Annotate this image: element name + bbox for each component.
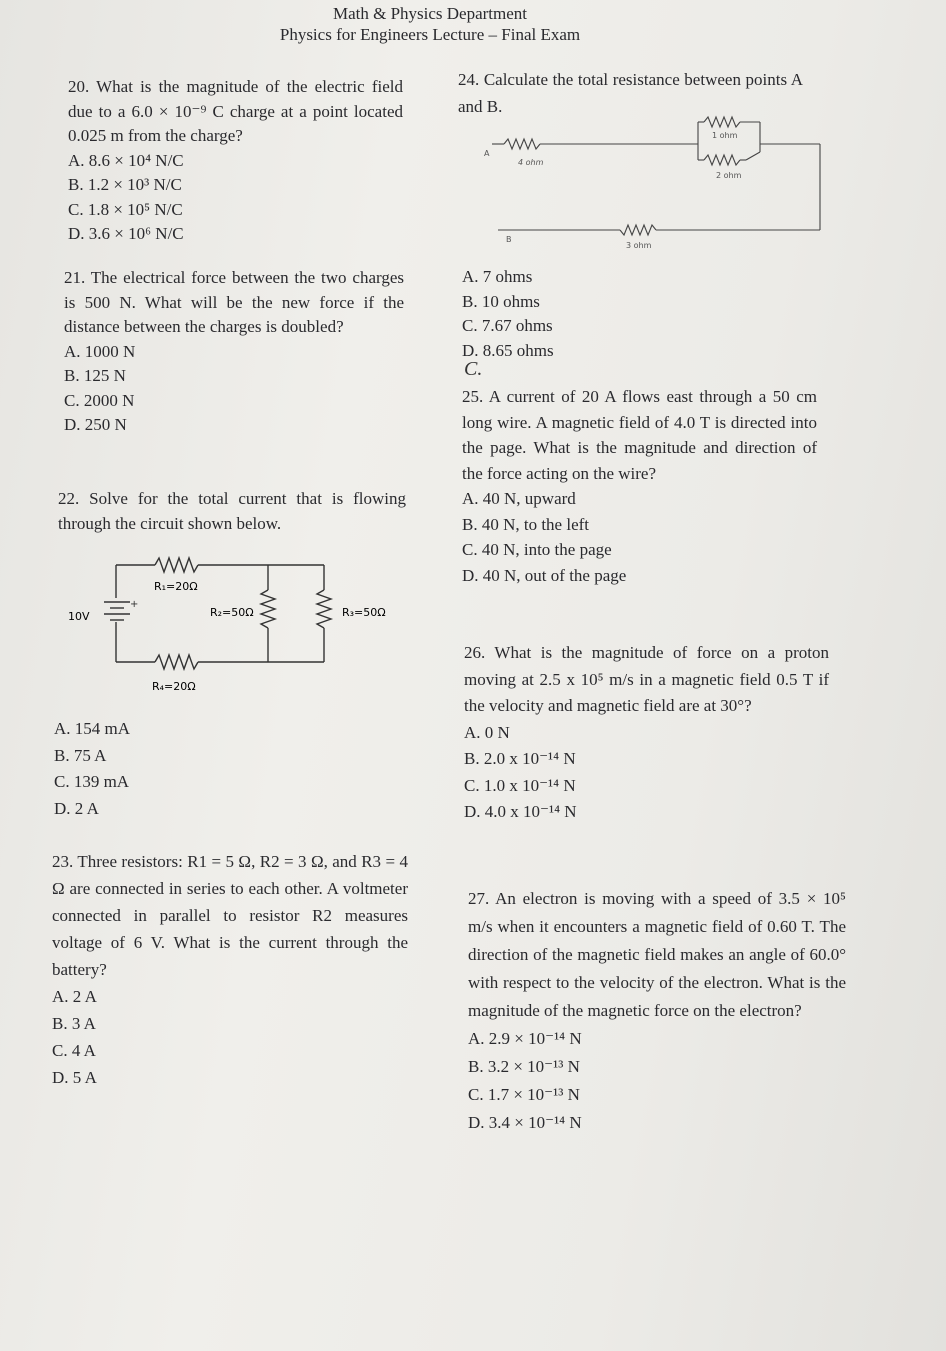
option: A. 2.9 × 10⁻¹⁴ N — [468, 1029, 582, 1048]
option: C. 1.7 × 10⁻¹³ N — [468, 1085, 580, 1104]
option: B. 10 ohms — [462, 291, 540, 311]
resistor-4-ohm-label: 4 ohm — [518, 158, 544, 167]
option: C. 2000 N — [64, 390, 135, 410]
question-text: 22. Solve for the total current that is flowing through the circuit shown below. — [58, 489, 406, 533]
option: D. 2 A — [54, 798, 99, 818]
option: A. 1000 N — [64, 341, 136, 361]
option: C. 1.0 x 10⁻¹⁴ N — [464, 775, 576, 795]
question-text: 27. An electron is moving with a speed of 3.5 × 10⁵ m/s when it encounters a magnetic field of 0.60 T. The direction of the magnetic field makes an angle of 60.0° with respect to the velocity of the electron. What is the magnitude of the magnetic force on the electron? — [468, 889, 846, 1020]
r4-label: R₄=20Ω — [152, 680, 196, 693]
option: B. 40 N, to the left — [462, 514, 590, 534]
circuit-diagram-22 — [60, 550, 400, 700]
question-20 — [68, 75, 403, 247]
option: C. 139 mA — [54, 772, 130, 791]
r1-label: R₁=20Ω — [154, 580, 198, 593]
resistor-1-ohm-label: 1 ohm — [712, 131, 738, 140]
option: D. 5 A — [52, 1068, 97, 1087]
option: A. 40 N, upward — [462, 489, 576, 508]
resistor-3-ohm-label: 3 ohm — [626, 241, 652, 250]
option: D. 250 N — [64, 415, 127, 434]
option: A. 2 A — [52, 987, 97, 1006]
option: D. 4.0 x 10⁻¹⁴ N — [464, 802, 577, 821]
question-text: 24. Calculate the total resistance between points A and B. — [458, 70, 803, 116]
question-text: 20. What is the magnitude of the electric field due to a 6.0 × 10⁻⁹ C charge at a point located 0.025 m from the charge? — [68, 77, 403, 145]
question-text: 25. A current of 20 A flows east through a 50 cm long wire. A magnetic field of 4.0 T is directed into the page. What is the magnitude and direction of the force acting on the wire? — [462, 387, 817, 483]
question-23 — [52, 848, 408, 1091]
question-text: 21. The electrical force between the two charges is 500 N. What will be the new force if the distance between the charges is doubled? — [64, 268, 404, 336]
point-a-label: A — [484, 149, 490, 158]
option: C. 7.67 ohms — [462, 316, 553, 335]
handwritten-answer: C. — [464, 358, 483, 380]
question-24-options — [462, 265, 662, 363]
question-26 — [464, 640, 829, 826]
question-27 — [468, 885, 846, 1137]
r2-label: R₂=50Ω — [210, 606, 254, 619]
option: B. 3.2 × 10⁻¹³ N — [468, 1057, 580, 1076]
option: C. 4 A — [52, 1041, 96, 1060]
option: D. 8.65 ohms — [462, 340, 554, 360]
r3-label: R₃=50Ω — [342, 606, 386, 619]
course-title: Physics for Engineers Lecture – Final Exam — [279, 25, 581, 44]
option: A. 0 N — [464, 722, 510, 742]
plus-sign: + — [130, 599, 139, 610]
option: A. 154 mA — [54, 719, 131, 738]
question-text: 26. What is the magnitude of force on a proton moving at 2.5 x 10⁵ m/s in a magnetic field 0.5 T if the velocity and magnetic field are at 30°? — [464, 643, 829, 715]
option: B. 1.2 × 10³ N/C — [68, 175, 182, 194]
option: A. 8.6 × 10⁴ N/C — [68, 150, 184, 170]
resistor-2-ohm-label: 2 ohm — [716, 171, 742, 180]
point-b-label: B — [506, 235, 512, 244]
question-text: 23. Three resistors: R1 = 5 Ω, R2 = 3 Ω, and R3 = 4 Ω are connected in series to each other. A voltmeter connected in parallel to resistor R2 measures voltage of 6 V. What is the current through the battery? — [52, 852, 408, 979]
option: D. 40 N, out of the page — [462, 565, 627, 585]
option: D. 3.6 × 10⁶ N/C — [68, 224, 184, 243]
question-21 — [64, 266, 404, 438]
department-title: Math & Physics Department — [332, 4, 528, 23]
option: C. 40 N, into the page — [462, 540, 612, 559]
option: D. 3.4 × 10⁻¹⁴ N — [468, 1113, 582, 1132]
option: B. 75 A — [54, 745, 107, 765]
option: B. 125 N — [64, 366, 126, 385]
question-22 — [58, 487, 406, 536]
question-22-options — [54, 716, 254, 822]
option: C. 1.8 × 10⁵ N/C — [68, 199, 183, 219]
option: B. 2.0 x 10⁻¹⁴ N — [464, 749, 576, 768]
question-25 — [462, 384, 817, 588]
option: A. 7 ohms — [462, 267, 533, 286]
source-label: 10V — [68, 610, 90, 623]
option: B. 3 A — [52, 1014, 96, 1033]
circuit-diagram-24 — [476, 110, 826, 255]
